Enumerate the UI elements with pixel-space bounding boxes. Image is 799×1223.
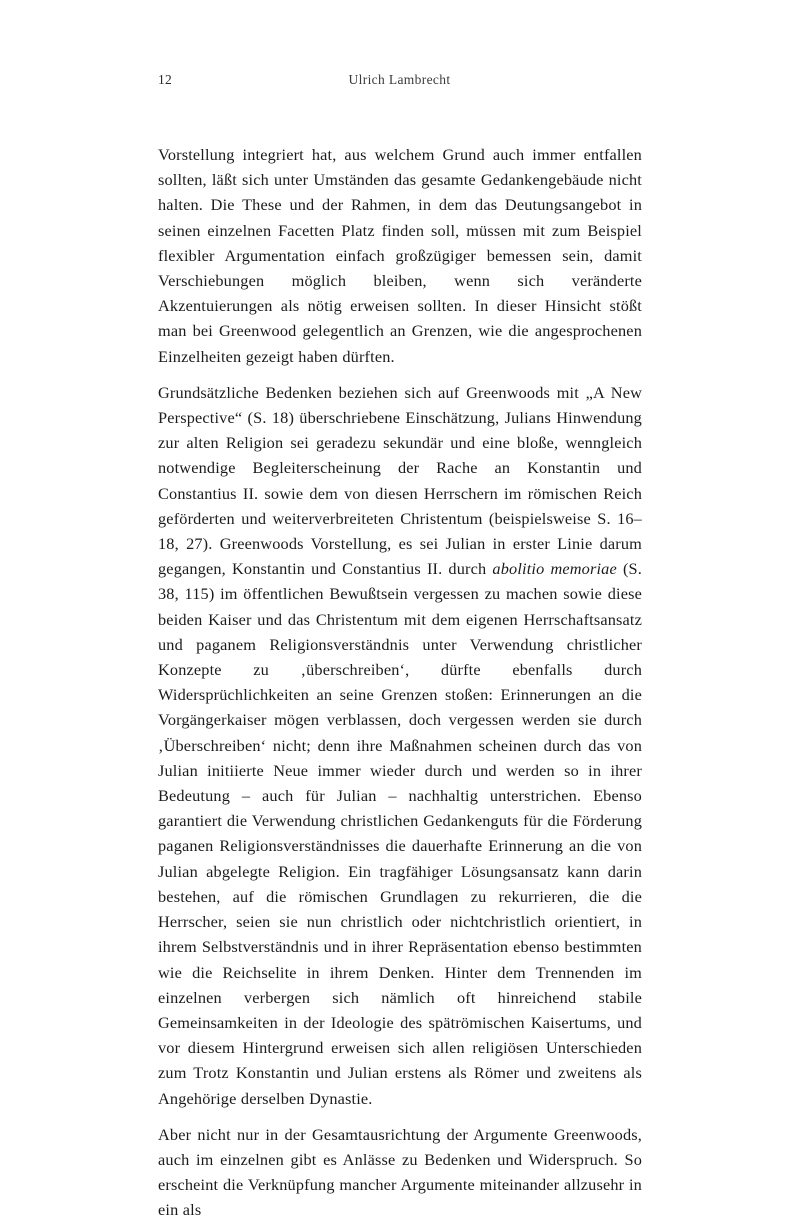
page-number: 12 xyxy=(158,72,172,87)
paragraph-2-part-2: (S. 38, 115) im öffentlichen Bewußtsein vergessen zu machen sowie diese beiden Kaiser und das Christentum mit dem eigenen Herrschaftsansatz und paganem Religionsverständnis unter Verwendung christlicher Konzepte zu ‚überschreiben‘, dürfte ebenfalls durch Widersprüchlichkeiten an seine Grenzen stoßen: Erinnerungen an die Vorgängerkaiser mögen verblassen, doch vergessen werden sie durch ‚Überschreiben‘ nicht; denn ihre Maßnahmen scheinen durch das von Julian initiierte Neue immer wieder durch und werden so in ihrer Bedeutung – auch für Julian – nachhaltig unterstrichen. Ebenso garantiert die Verwendung christlichen Gedankenguts für die Förderung paganen Religionsverständnisses die dauerhafte Erinnerung an die von Julian abgelegte Religion. Ein tragfähiger Lösungsansatz kann darin bestehen, auf die römischen Grundlagen zu rekurrieren, die die Herrscher, seien sie nun christlich oder nichtchristlich orientiert, in ihrem Selbstverständnis und in ihrer Repräsentation ebenso bestimmten wie die Reichselite in ihrem Denken. Hinter dem Trennenden im einzelnen verbergen sich nämlich oft hinreichend stabile Gemeinsamkeiten in der Ideologie des spätrömischen Kaisertums, und vor diesem Hintergrund erweisen sich allen religiösen Unterschieden zum Trotz Konstantin und Julian erstens als Römer und zweitens als Angehörige derselben Dynastie. xyxy=(158,559,642,1108)
running-head xyxy=(158,72,641,92)
paragraph-3: Aber nicht nur in der Gesamtausrichtung der Argumente Greenwoods, auch im einzelnen gibt es Anlässe zu Bedenken und Widerspruch. So erscheint die Verknüpfung mancher Argumente miteinander allzusehr in ein als xyxy=(158,1124,642,1220)
paragraph-2-part-1: Grundsätzliche Bedenken beziehen sich auf Greenwoods mit „A New Perspective“ (S. 18) überschriebene Einschätzung, Julians Hinwendung zur alten Religion sei geradezu sekundär und eine bloße, wenngleich notwendige Begleiterscheinung der Rache an Konstantin und Constantius II. sowie dem von diesen Herrschern im römischen Reich geförderten und weiterverbreiteten Christentum (beispielsweise S. 16–18, 27). Greenwoods Vorstellung, es sei Julian in erster Linie darum gegangen, Konstantin und Constantius II. durch xyxy=(158,382,642,579)
paragraph-2 xyxy=(158,380,642,1111)
body-text-block xyxy=(158,142,642,1223)
paragraph-1: Vorstellung integriert hat, aus welchem Grund auch immer entfallen sollten, läßt sich unter Umständen das gesamte Gedankengebäude nicht halten. Die These und der Rahmen, in dem das Deutungsangebot in seinen einzelnen Facetten Platz finden soll, müssen mit zum Beispiel flexibler Argumentation einfach großzügiger bemessen sein, damit Verschiebungen möglich bleiben, wenn sich veränderte Akzentuierungen als nötig erweisen sollten. In dieser Hinsicht stößt man bei Greenwood gelegentlich an Grenzen, wie die angesprochenen Einzelheiten gezeigt haben dürften. xyxy=(158,145,642,366)
latin-phrase-abolitio-memoriae: abolitio memoriae xyxy=(492,559,617,579)
running-title: Ulrich Lambrecht xyxy=(348,72,451,87)
